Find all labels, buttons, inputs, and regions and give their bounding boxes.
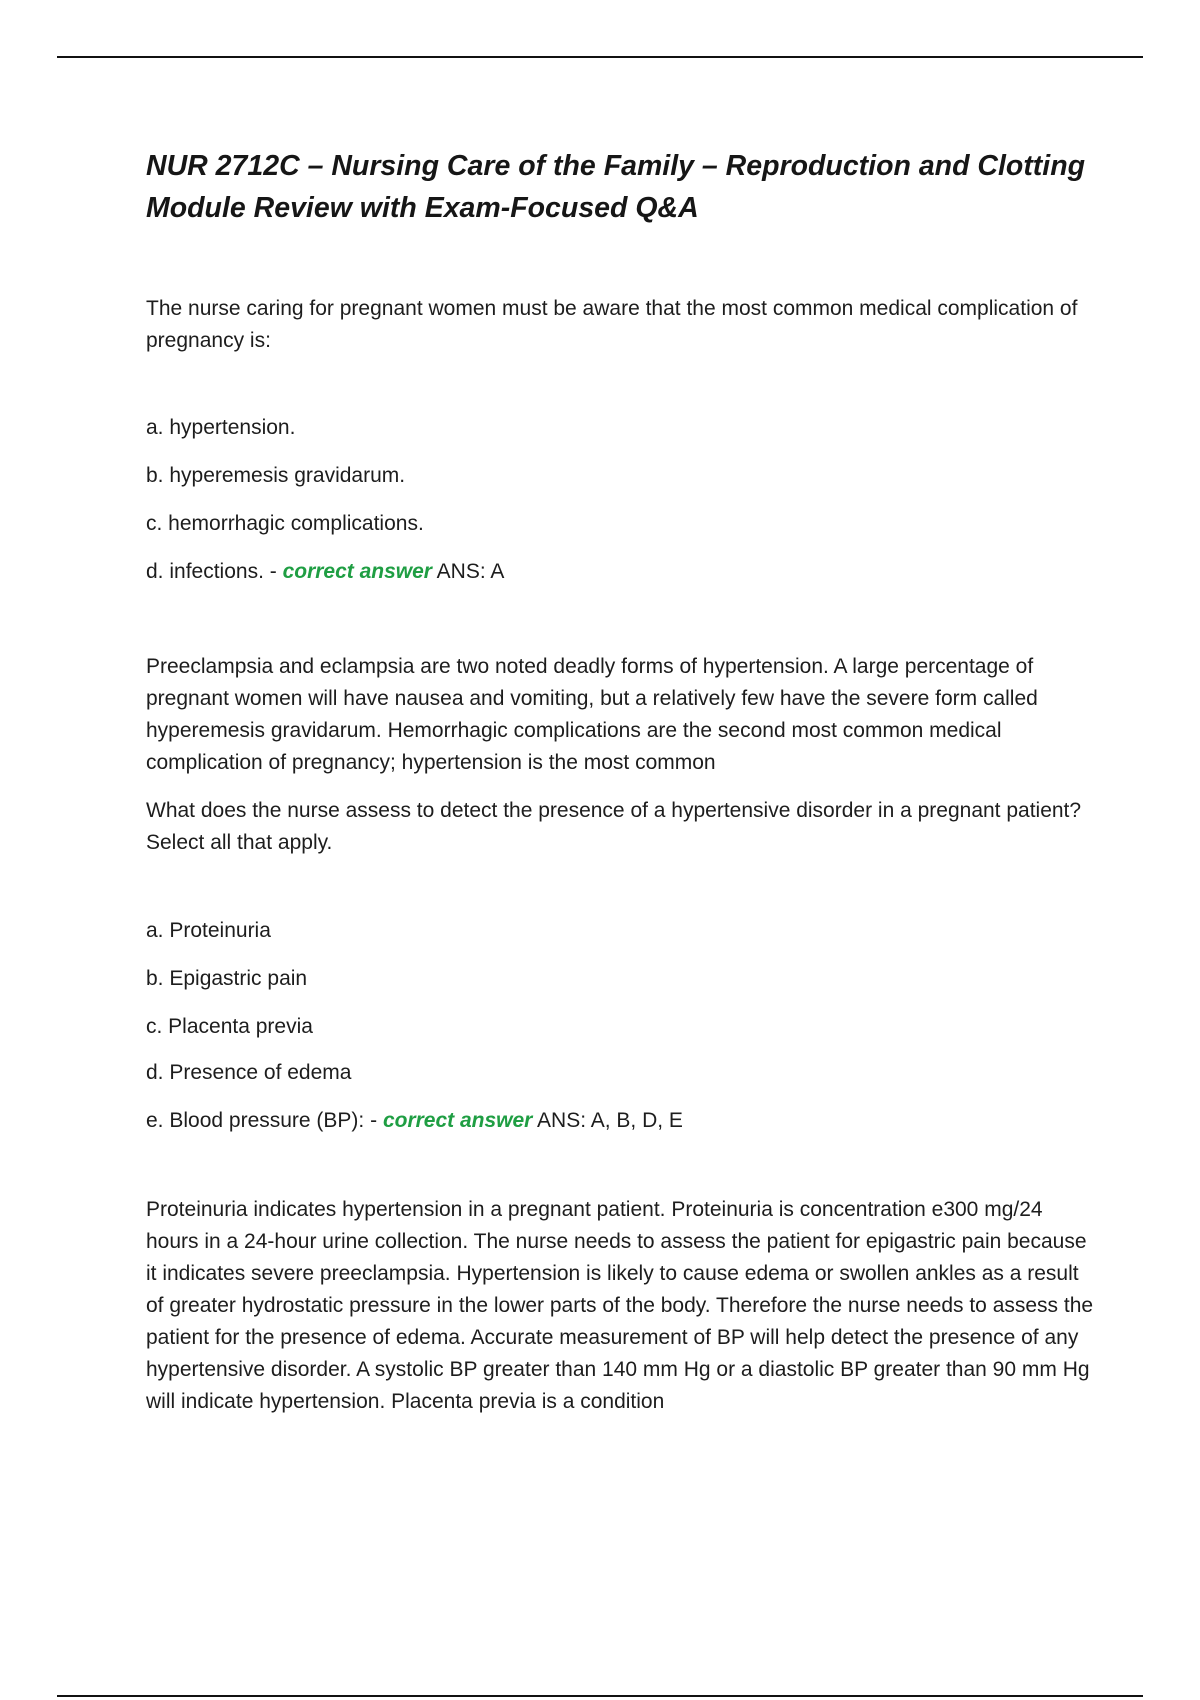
question-2-option-a: a. Proteinuria: [146, 919, 271, 942]
document-title: [146, 145, 1096, 229]
question-2-rationale: Proteinuria indicates hypertension in a pregnant patient. Proteinuria is concentration e300 mg/24 hours in a 24-hour urine collection. The nurse needs to assess the patient for epigastric pain because it indicates severe preeclampsia. Hypertension is likely to cause edema or swollen ankles as a result of greater hydrostatic pressure in the lower parts of the body. Therefore the nurse needs to assess the patient for the presence of edema. Accurate measurement of BP will help detect the presence of any hypertensive disorder. A systolic BP greater than 140 mm Hg or a diastolic BP greater than 90 mm Hg will indicate hypertension. Placenta previa is a condition: [146, 1198, 1094, 1413]
question-1-option-a: a. hypertension.: [146, 416, 296, 439]
bottom-rule: [57, 1695, 1143, 1697]
question-1-options: [146, 412, 1096, 588]
correct-answer-tag: correct answer: [382, 1109, 533, 1132]
question-1-option-c: c. hemorrhagic complications.: [146, 512, 424, 535]
question-2-answer: ANS: A, B, D, E: [537, 1109, 683, 1132]
question-2-stem: What does the nurse assess to detect the presence of a hypertensive disorder in a pregnant patient? Select all that apply.: [146, 799, 1082, 854]
question-2-option-e-text: e. Blood pressure (BP): -: [146, 1109, 383, 1132]
title-line-1: NUR 2712C – Nursing Care of the Family – Reproduction and Clotting: [146, 150, 1086, 182]
title-line-2: Module Review with Exam-Focused Q&A: [146, 192, 699, 224]
question-1-answer: ANS: A: [436, 560, 505, 583]
top-rule: [57, 56, 1143, 58]
question-1-rationale: Preeclampsia and eclampsia are two noted deadly forms of hypertension. A large percentage of pregnant women will have nausea and vomiting, but a relatively few have the severe form called hyperemesis gravidarum. Hemorrhagic complications are the second most common medical complication of pregnancy; hypertension is the most common: [146, 655, 1038, 774]
question-2-option-e: [146, 1105, 1096, 1137]
question-1-option-d-text: d. infections. -: [146, 560, 283, 583]
document-body: [146, 145, 1096, 1418]
question-1-stem: The nurse caring for pregnant women must be aware that the most common medical complication of pregnancy is:: [146, 297, 1078, 352]
question-2-option-c: c. Placenta previa: [146, 1015, 313, 1038]
question-2-option-b: b. Epigastric pain: [146, 967, 308, 990]
question-1-option-b: b. hyperemesis gravidarum.: [146, 464, 406, 487]
question-1-option-d: [146, 556, 1096, 588]
question-2-option-d: d. Presence of edema: [146, 1061, 352, 1084]
correct-answer-tag: correct answer: [282, 560, 432, 583]
question-2-options: [146, 915, 1096, 1137]
